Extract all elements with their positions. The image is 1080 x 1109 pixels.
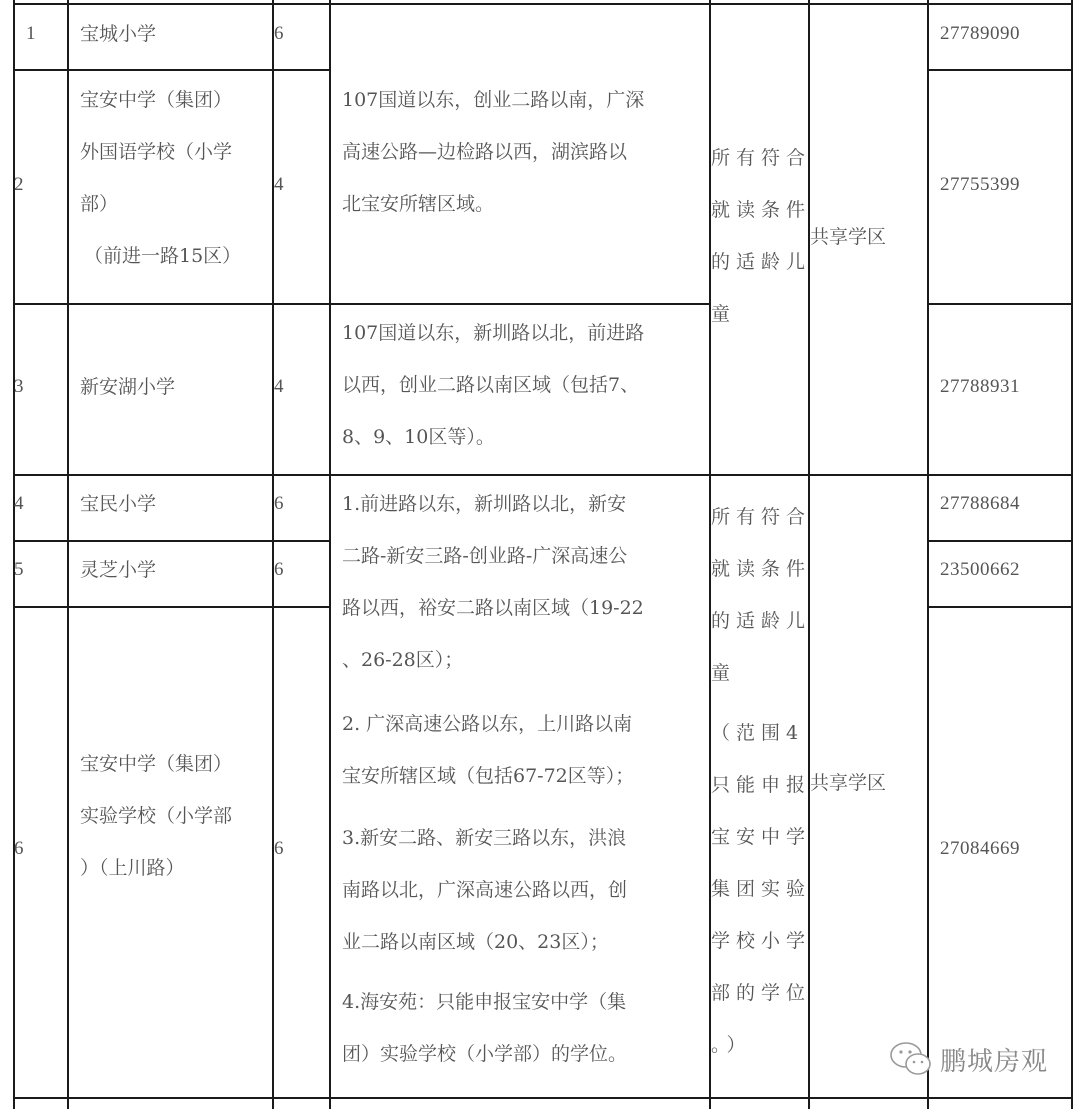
col-border bbox=[67, 0, 69, 1109]
school-name bbox=[80, 738, 232, 894]
col-border bbox=[927, 0, 929, 1109]
eligibility-line: 所有符合 bbox=[711, 506, 812, 528]
row-number: 5 bbox=[14, 559, 24, 580]
zone-description bbox=[342, 478, 644, 1080]
school-name-line: 外国语学校（小学 bbox=[80, 141, 233, 163]
zone-description bbox=[342, 74, 644, 230]
phone-number: 27084669 bbox=[940, 838, 1020, 859]
zone-line: 二路-新安三路-创业路-广深高速公 bbox=[342, 545, 628, 567]
watermark-label: 鹏城房观 bbox=[940, 1046, 1049, 1077]
school-name: 新安湖小学 bbox=[80, 376, 176, 398]
row-border bbox=[14, 1097, 1072, 1099]
eligibility-line: （范围4 bbox=[711, 722, 805, 744]
class-count: 4 bbox=[274, 174, 284, 195]
class-count: 6 bbox=[274, 23, 284, 44]
eligibility-line: 的适龄儿 bbox=[711, 251, 812, 273]
phone-number: 23500662 bbox=[940, 559, 1020, 580]
eligibility-line: 就读条件 bbox=[711, 558, 812, 580]
zone-line: 2. 广深高速公路以东，上川路以南 bbox=[342, 713, 633, 735]
zone-line: 4.海安苑：只能申报宝安中学（集 bbox=[342, 991, 627, 1013]
school-name: 灵芝小学 bbox=[80, 559, 157, 581]
row-number: 4 bbox=[14, 493, 24, 514]
eligibility-line: 部的学位 bbox=[711, 982, 812, 1004]
school-name-line: 部） bbox=[80, 193, 119, 215]
eligibility-line: 学校小学 bbox=[711, 930, 812, 952]
zone-description bbox=[342, 307, 644, 463]
eligibility-line: 所有符合 bbox=[711, 147, 812, 169]
phone-number: 27789090 bbox=[940, 23, 1020, 44]
class-count: 6 bbox=[274, 559, 284, 580]
eligibility-line: 的适龄儿 bbox=[711, 610, 812, 632]
eligibility-line: 童 bbox=[711, 662, 737, 684]
school-name: 宝城小学 bbox=[80, 23, 157, 45]
zone-line: 北宝安所辖区域。 bbox=[342, 193, 495, 215]
eligibility-line: 童 bbox=[711, 303, 737, 325]
zone-line: 107国道以东，新圳路以北，前进路 bbox=[342, 322, 645, 344]
class-count: 4 bbox=[274, 376, 284, 397]
col-border bbox=[1071, 0, 1073, 1109]
class-count: 6 bbox=[274, 838, 284, 859]
zone-line: 宝安所辖区域（包括67-72区等）； bbox=[342, 765, 635, 787]
eligibility-line: 只能申报 bbox=[711, 774, 812, 796]
school-name-line: 实验学校（小学部 bbox=[80, 805, 233, 827]
zone-line: 业二路以南区域（20、23区）； bbox=[342, 931, 609, 953]
eligibility-text bbox=[711, 491, 811, 1071]
school-name-line: ）（上川路） bbox=[80, 857, 185, 879]
class-count: 6 bbox=[274, 493, 284, 514]
zone-line: 107国道以东，创业二路以南，广深 bbox=[342, 89, 645, 111]
eligibility-line: 就读条件 bbox=[711, 199, 812, 221]
school-name bbox=[80, 74, 241, 282]
col-border bbox=[329, 0, 331, 1109]
zone-line: 、26-28区）； bbox=[342, 649, 464, 671]
zone-type: 共享学区 bbox=[810, 226, 887, 248]
school-name-line: 宝安中学（集团） bbox=[80, 753, 233, 775]
row-border bbox=[14, 606, 330, 608]
zone-line: 1.前进路以东，新圳路以北，新安 bbox=[342, 493, 627, 515]
school-name: 宝民小学 bbox=[80, 493, 157, 515]
zone-type: 共享学区 bbox=[810, 772, 887, 794]
row-border bbox=[14, 303, 710, 305]
row-number: 1 bbox=[26, 23, 36, 44]
zone-line: 8、9、10区等）。 bbox=[342, 426, 495, 448]
eligibility-line: 。） bbox=[711, 1034, 752, 1056]
phone-number: 27788931 bbox=[940, 376, 1020, 397]
row-border bbox=[928, 540, 1072, 542]
row-number: 6 bbox=[14, 838, 24, 859]
zone-line: 路以西，裕安二路以南区域（19-22 bbox=[342, 597, 644, 619]
row-border bbox=[14, 474, 1072, 476]
zone-line: 3.新安二路、新安三路以东，洪浪 bbox=[342, 827, 627, 849]
row-border bbox=[928, 606, 1072, 608]
col-border bbox=[13, 0, 15, 1109]
zone-line: 团）实验学校（小学部）的学位。 bbox=[342, 1043, 628, 1065]
school-name-line: （前进一路15区） bbox=[84, 245, 242, 267]
row-border bbox=[14, 540, 330, 542]
watermark bbox=[888, 1040, 1048, 1078]
col-border bbox=[272, 0, 274, 1109]
zone-line: 高速公路—边检路以西，湖滨路以 bbox=[342, 141, 628, 163]
eligibility-line: 集团实验 bbox=[711, 878, 812, 900]
school-name-line: 宝安中学（集团） bbox=[80, 89, 233, 111]
row-border bbox=[928, 303, 1072, 305]
row-number: 2 bbox=[14, 174, 24, 195]
zone-line: 以西，创业二路以南区域（包括7、 bbox=[342, 374, 640, 396]
phone-number: 27788684 bbox=[940, 493, 1020, 514]
eligibility-text bbox=[711, 132, 811, 340]
row-number: 3 bbox=[14, 376, 24, 397]
row-border bbox=[928, 69, 1072, 71]
phone-number: 27755399 bbox=[940, 174, 1020, 195]
eligibility-line: 宝安中学 bbox=[711, 826, 812, 848]
row-border bbox=[14, 3, 1072, 5]
row-border bbox=[14, 69, 330, 71]
zone-line: 南路以北，广深高速公路以西，创 bbox=[342, 879, 628, 901]
wechat-icon bbox=[888, 1040, 934, 1078]
